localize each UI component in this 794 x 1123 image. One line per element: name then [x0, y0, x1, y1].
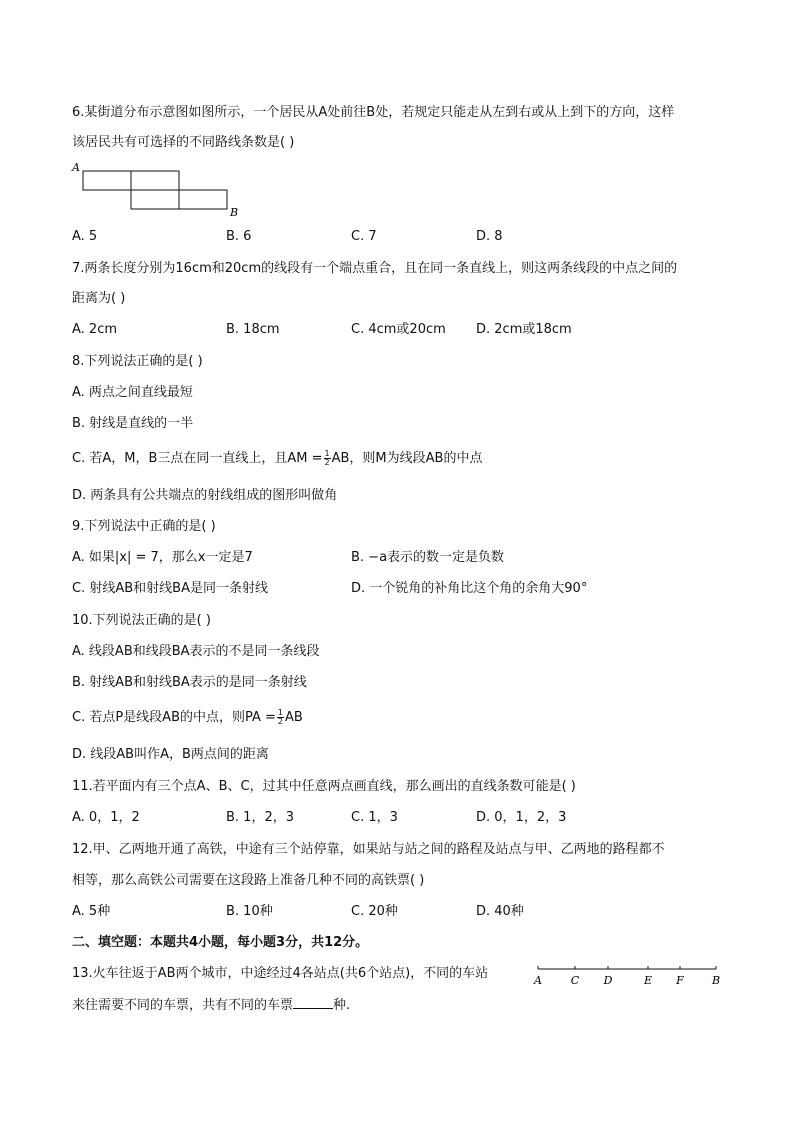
q10-option-d: D. 线段AB叫作A，B两点间的距离 [72, 747, 269, 762]
q7-option-a: A. 2cm [72, 322, 118, 337]
q8-c-num: 1 [324, 449, 330, 458]
q8-c-pre: C. 若A，M，B三点在同一直线上，且AM = [72, 451, 323, 466]
q11-option-c: C. 1，3 [351, 810, 398, 825]
q12-option-b: B. 10种 [226, 904, 273, 919]
station-label-b: B [711, 974, 721, 987]
q9-option-a: A. 如果|x| = 7，那么x一定是7 [72, 550, 253, 565]
q10-c-fraction [277, 709, 284, 726]
q13-line1: 13.火车往返于AB两个城市，中途经过4各站点(共6个站点)，不同的车站 [72, 966, 489, 981]
q7-line2: 距离为( ) [72, 291, 126, 306]
q6-line2: 该居民共有可选择的不同路线条数是( ) [72, 135, 295, 150]
q9-stem: 9.下列说法中正确的是( ) [72, 519, 216, 534]
q7-line1: 7.两条长度分别为16cm和20cm的线段有一个端点重合，且在同一条直线上，则这两条线段的中点之间的 [72, 261, 678, 276]
q12-option-c: C. 20种 [351, 904, 398, 919]
q11-option-d: D. 0，1，2，3 [476, 810, 567, 825]
q10-c-num: 1 [277, 708, 284, 717]
fig-label-a: A [72, 161, 80, 174]
q8-c-post: AB，则M为线段AB的中点 [331, 451, 483, 466]
q7-option-d: D. 2cm或18cm [476, 322, 572, 337]
q6-option-a: A. 5 [72, 229, 98, 244]
station-label-c: C [570, 974, 580, 987]
q9-option-c: C. 射线AB和射线BA是同一条射线 [72, 581, 268, 596]
q10-option-a: A. 线段AB和线段BA表示的不是同一条线段 [72, 644, 320, 659]
station-label-d: D [603, 974, 613, 987]
q12-line1: 12.甲、乙两地开通了高铁，中途有三个站停靠，如果站与站之间的路程及站点与甲、乙两地的路程都不 [72, 842, 665, 857]
q13-line2-post: 种. [333, 998, 351, 1013]
q6-line1: 6.某街道分布示意图如图所示，一个居民从A处前往B处，若规定只能走从左到右或从上到下的方向，这样 [72, 105, 675, 120]
q6-option-b: B. 6 [226, 229, 252, 244]
q12-line2: 相等，那么高铁公司需要在这段路上准备几种不同的高铁票( ) [72, 873, 425, 888]
q8-option-c [72, 450, 482, 468]
q6-option-d: D. 8 [476, 229, 503, 244]
q10-c-post: AB [285, 710, 303, 725]
q8-option-d: D. 两条具有公共端点的射线组成的图形叫做角 [72, 488, 338, 503]
q11-stem: 11.若平面内有三个点A、B、C，过其中任意两点画直线，那么画出的直线条数可能是( ) [72, 779, 576, 794]
station-label-a: A [534, 974, 542, 987]
q8-stem: 8.下列说法正确的是( ) [72, 354, 203, 369]
q7-option-b: B. 18cm [226, 322, 280, 337]
q13-station-line-figure [530, 960, 725, 992]
q6-option-c: C. 7 [351, 229, 377, 244]
q8-c-den: 2 [324, 458, 330, 467]
q12-option-d: D. 40种 [476, 904, 524, 919]
fig-label-b: B [230, 206, 239, 218]
q13-answer-blank [293, 996, 333, 1009]
q10-c-den: 2 [277, 717, 284, 726]
station-label-f: F [676, 974, 684, 987]
q11-option-b: B. 1，2，3 [226, 810, 294, 825]
q10-option-c [72, 709, 303, 727]
q9-option-d: D. 一个锐角的补角比这个角的余角大90° [351, 581, 588, 596]
q13-line2-pre: 来往需要不同的车票，共有不同的车票 [72, 998, 294, 1013]
q7-option-c: C. 4cm或20cm [351, 322, 446, 337]
q10-stem: 10.下列说法正确的是( ) [72, 613, 211, 628]
section-fill-in-heading: 二、填空题：本题共4小题，每小题3分，共12分。 [72, 935, 369, 950]
q8-c-fraction [324, 450, 331, 467]
q10-c-pre: C. 若点P是线段AB的中点，则PA = [72, 710, 276, 725]
q8-option-a: A. 两点之间直线最短 [72, 385, 193, 400]
q12-option-a: A. 5种 [72, 904, 111, 919]
q11-option-a: A. 0，1，2 [72, 810, 140, 825]
station-label-e: E [643, 974, 653, 987]
q8-option-b: B. 射线是直线的一半 [72, 416, 194, 431]
q9-option-b: B. −a表示的数一定是负数 [351, 550, 505, 565]
q13-line2 [72, 996, 350, 1015]
q6-grid-figure [70, 158, 250, 218]
q10-option-b: B. 射线AB和射线BA表示的是同一条射线 [72, 675, 307, 690]
